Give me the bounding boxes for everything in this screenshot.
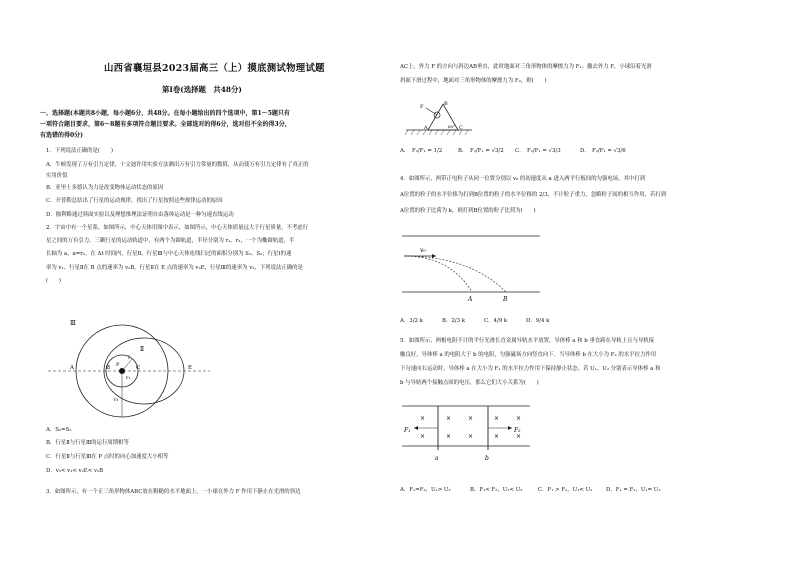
label-iii: Ⅲ [70, 320, 76, 327]
svg-text:×: × [494, 415, 500, 422]
q3-option-a-label: A． [400, 148, 410, 154]
q3-option-d-formula: F₂/F₁ = √3/6 [592, 148, 626, 154]
q5-option-a: A．F₁=F₂，U₁> U₂ [400, 487, 451, 493]
q1-option-a-cont: 实用价值 [46, 173, 68, 179]
section-subtitle: 第Ⅰ卷(选择题 共48分) [162, 85, 242, 94]
q2-line-5: ( ) [46, 278, 61, 284]
q2-line-3: 长轴为 a，a=r₃。在 Δt 时间内，行星Ⅱ、行星Ⅲ与中心天体连线扫过的面积分别为 S₂、S₃；行星Ⅰ的速 [46, 251, 292, 257]
q5-line-2: 触良好，导体棒 a 的电阻大于 b 的电阻，匀强磁场方向竖直向下。当导体棒 b 在大小为 F₂ 的水平拉力作用 [400, 352, 657, 358]
svg-text:×: × [420, 415, 426, 422]
label-e: E [188, 365, 193, 371]
q5-line-1: 5．如图所示，两根电阻不计的平行光滑长直金属导轨水平放置，导体棒 a 和 b 垂直跨在导轨上且与导轨接 [400, 338, 655, 344]
q5-line-3: 下匀速向右运动时，导体棒 a 在大小为 F₁ 的水平拉力作用下保持静止状态。若 U₁、U₂ 分别表示导体棒 a 和 [400, 366, 661, 372]
label-b: B [503, 296, 508, 303]
label-f1: F₁ [404, 427, 411, 434]
q1-option-a: A．牛顿发现了万有引力定律，十文迪许用实验方法测出万有引力常量的数值，从而使万有引力定律有了真正的 [46, 162, 309, 168]
label-c: C [136, 365, 141, 371]
label-f2: F₂ [514, 427, 521, 434]
q2-option-b: B．行星Ⅱ与行星Ⅲ的运行周期相等 [46, 440, 129, 446]
magnetic-field-marks [420, 415, 521, 440]
q3-line-2: AC上，外力 F 的方向与斜边AB垂直，此时地面对三角形物体的摩擦力为 F₁；撤去外力 F，小球沿着光滑 [400, 64, 652, 70]
q5-option-d: D．F₁ = F₂，U₁= U₂ [606, 487, 661, 493]
label-i: Ⅰ [128, 355, 130, 361]
q4-option-b: B．2/3 k [442, 318, 466, 324]
q4-line-3: A位置的粒子比荷为 k，则打到B位置的粒子比荷为( ) [400, 208, 536, 214]
q4-line-2: A位置的粒子的水平位移为打到B位置的粒子的水平位移的 2/3，不计粒子重力，忽略粒子间的相互作用，若打到 [400, 192, 667, 198]
label-r1: r₁ [126, 375, 131, 381]
q5-line-4: b 与导轨两个接触点间的电压，那么它们大小关系为( ) [400, 380, 539, 386]
q4-option-c: C．4/9 k [484, 318, 508, 324]
svg-text:×: × [494, 433, 500, 440]
label-p: P [116, 362, 120, 368]
q2-line-2: 星之间的万有引力，三颗行星的运动轨道中，有两个为圆轨道，半径分别为 r₁、r₃，一个为椭圆轨道，半 [46, 238, 295, 244]
svg-text:×: × [468, 415, 474, 422]
q3-triangle-figure [402, 100, 482, 140]
svg-text:×: × [420, 433, 426, 440]
label-r3: r₃ [114, 397, 119, 403]
q4-field-figure [400, 226, 550, 306]
trajectory-a [404, 256, 472, 292]
label-a: A [424, 125, 428, 131]
svg-text:×: × [446, 433, 452, 440]
q1-stem: 1．下列说法正确的是( ) [46, 148, 113, 154]
label-a: A [70, 365, 74, 371]
q4-line-1: 4．如图所示，两带正电粒子从同一位置分别以 v₀ 的初速度从 a 进入两平行板间的匀强电场，其中打到 [400, 176, 646, 182]
q2-line-1: 2．宇宙中有一个星系，如图所示，中心天体用图中表示，如图所示，中心天体质量远大于行星质量，不考虑行 [46, 225, 309, 231]
label-b: b [485, 455, 489, 462]
svg-text:×: × [446, 415, 452, 422]
q2-orbit-figure [40, 293, 220, 425]
svg-text:×: × [516, 433, 522, 440]
svg-text:×: × [516, 415, 522, 422]
q3-option-b-formula: F₂/F₁ = √3/2 [470, 148, 504, 154]
q1-option-d: D．伽利略通过斜面实验以及理想推理法证明自由落体运动是一种匀速直线运动 [46, 212, 234, 218]
instructions-line-3: 有选错的得0分) [40, 132, 84, 139]
label-a: A [468, 296, 473, 303]
q5-option-b: B．F₁< F₂，U₁< U₂ [470, 487, 523, 493]
exam-title: 山西省襄垣县2023届高三（上）摸底测试物理试题 [104, 63, 325, 74]
svg-text:×: × [468, 433, 474, 440]
q2-option-a: A．S₂=S₃ [46, 427, 72, 433]
label-f: F [420, 104, 424, 110]
q5-rails-figure [400, 398, 560, 466]
label-a: a [435, 455, 439, 462]
q2-option-c: C．行星Ⅱ与行星Ⅲ在 P 点时的向心加速度大小相等 [46, 454, 169, 460]
q4-option-d: D．9/4 k [526, 318, 550, 324]
q3-option-a-formula: F₂/F₁ = 1/2 [412, 148, 443, 154]
q2-option-d: D．v₃< v₁< v₂E< v₂B [46, 468, 104, 474]
q3-option-c-formula: F₂/F₁ = √3/3 [527, 148, 561, 154]
label-v0: v₀ [420, 247, 426, 254]
q1-option-c: C．开普勒总结出了行星的运动规律，找出了行星按照这些规律运动的原因 [46, 198, 223, 204]
label-b: B [106, 365, 111, 371]
q5-option-c: C．F₁ > F₂，U₁< U₂ [538, 487, 593, 493]
q3-option-c-label: C． [515, 148, 525, 154]
q3-option-d-label: D． [580, 148, 590, 154]
q4-option-a: A．3/2 k [400, 318, 423, 324]
label-c: C [459, 125, 463, 131]
q2-line-4: 率为 v₁、行星Ⅱ在 B 点的速率为 v₂B，行星Ⅱ在 E 点的速率为 v₂E，行星Ⅲ的速率为 v₃，下列说法正确的是 [46, 265, 303, 271]
q3-line-3: 斜面下滑过程中，地面对三角形物体的摩擦力为 F₂，则( ) [400, 78, 547, 84]
label-angle: 60° [448, 124, 456, 129]
instructions-line-2: 一项符合题目要求，第6～8题有多项符合题目要求。全部选对的得6分，选对但不全的得3分， [40, 121, 291, 128]
q3-option-b-label: B． [458, 148, 468, 154]
label-b: B [444, 101, 448, 107]
label-ii: Ⅱ [140, 346, 145, 353]
trajectory-b [404, 256, 506, 292]
q3-line-1: 3．如图所示，有一个正三角形物体ABC放在粗糙的水平地面上，一小球在外力 F 作用下静止在光滑的斜边 [46, 489, 301, 495]
q1-option-b: B．亚里士多德认为力是改变物体运动状态的原因 [46, 185, 164, 191]
instructions-line-1: 一、选择题(本题共8小题，每小题6分，共48分。在每小题给出的四个选项中，第1～5题只有 [40, 110, 290, 117]
